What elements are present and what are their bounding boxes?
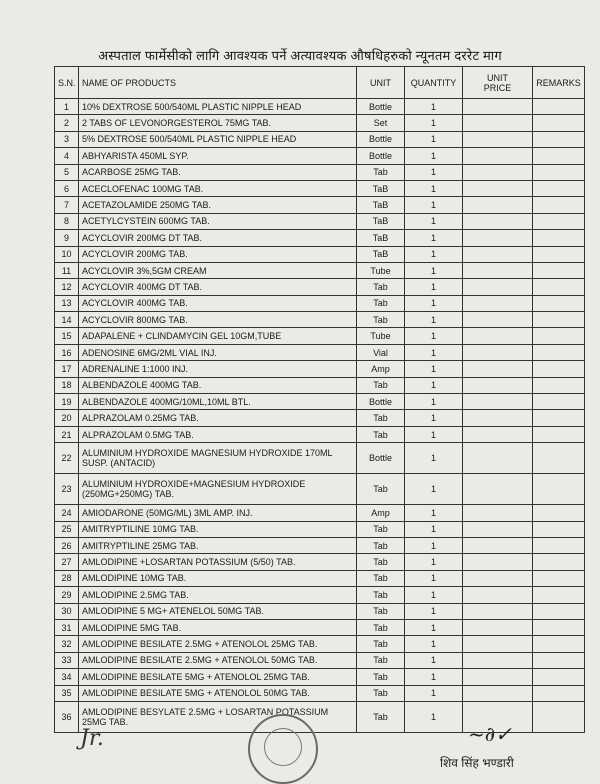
product-name-cell: AMLODIPINE 10MG TAB. (79, 570, 357, 586)
unit-price-cell (463, 115, 533, 131)
remarks-cell (533, 636, 585, 652)
product-name-cell: 2 TABS OF LEVONORGESTEROL 75MG TAB. (79, 115, 357, 131)
remarks-cell (533, 361, 585, 377)
product-name-cell: AMITRYPTILINE 25MG TAB. (79, 537, 357, 553)
remarks-cell (533, 587, 585, 603)
table-row (55, 246, 585, 262)
unit-price-cell (463, 131, 533, 147)
remarks-cell (533, 180, 585, 196)
unit-cell: Tab (357, 636, 405, 652)
sn-cell: 16 (55, 344, 79, 360)
remarks-cell (533, 685, 585, 701)
sn-cell: 33 (55, 652, 79, 668)
sn-cell: 20 (55, 410, 79, 426)
table-row (55, 410, 585, 426)
table-row (55, 180, 585, 196)
sn-cell: 9 (55, 230, 79, 246)
remarks-cell (533, 603, 585, 619)
remarks-cell (533, 619, 585, 635)
unit-price-cell (463, 377, 533, 393)
quantity-cell: 1 (405, 262, 463, 278)
remarks-cell (533, 262, 585, 278)
sn-cell: 34 (55, 669, 79, 685)
quantity-cell: 1 (405, 148, 463, 164)
remarks-cell (533, 344, 585, 360)
quantity-cell: 1 (405, 652, 463, 668)
unit-price-cell (463, 213, 533, 229)
col-unit-price-header: UNIT PRICE (463, 67, 533, 99)
unit-price-cell (463, 312, 533, 328)
sn-cell: 13 (55, 295, 79, 311)
product-name-cell: 5% DEXTROSE 500/540ML PLASTIC NIPPLE HEAD (79, 131, 357, 147)
remarks-cell (533, 537, 585, 553)
sn-cell: 22 (55, 443, 79, 474)
sn-cell: 27 (55, 554, 79, 570)
sn-cell: 17 (55, 361, 79, 377)
unit-cell: Tab (357, 295, 405, 311)
remarks-cell (533, 377, 585, 393)
product-name-cell: ACYCLOVIR 400MG DT TAB. (79, 279, 357, 295)
col-name-header: NAME OF PRODUCTS (79, 67, 357, 99)
quantity-cell: 1 (405, 361, 463, 377)
unit-price-cell (463, 554, 533, 570)
unit-price-cell (463, 148, 533, 164)
unit-cell: Tab (357, 377, 405, 393)
sn-cell: 1 (55, 99, 79, 115)
col-quantity-header: QUANTITY (405, 67, 463, 99)
unit-cell: Tab (357, 554, 405, 570)
table-row (55, 230, 585, 246)
unit-price-cell (463, 344, 533, 360)
table-row (55, 197, 585, 213)
unit-price-cell (463, 685, 533, 701)
quantity-cell: 1 (405, 603, 463, 619)
unit-cell: Tab (357, 164, 405, 180)
unit-price-cell (463, 328, 533, 344)
sn-cell: 10 (55, 246, 79, 262)
product-name-cell: ADENOSINE 6MG/2ML VIAL INJ. (79, 344, 357, 360)
unit-price-cell (463, 361, 533, 377)
table-row (55, 587, 585, 603)
unit-price-cell (463, 652, 533, 668)
sn-cell: 4 (55, 148, 79, 164)
table-row (55, 328, 585, 344)
sn-cell: 30 (55, 603, 79, 619)
quantity-cell: 1 (405, 636, 463, 652)
sn-cell: 5 (55, 164, 79, 180)
unit-cell: Bottle (357, 99, 405, 115)
sn-cell: 7 (55, 197, 79, 213)
sn-cell: 32 (55, 636, 79, 652)
unit-price-cell (463, 295, 533, 311)
table-header (55, 67, 585, 99)
unit-price-cell (463, 505, 533, 521)
unit-cell: Tab (357, 537, 405, 553)
unit-cell: Bottle (357, 443, 405, 474)
unit-cell: Bottle (357, 131, 405, 147)
table-row (55, 295, 585, 311)
unit-cell: TaB (357, 197, 405, 213)
product-name-cell: AMLODIPINE BESYLATE 2.5MG + LOSARTAN POTASSIUM 25MG TAB. (79, 701, 357, 732)
products-table (54, 66, 585, 733)
remarks-cell (533, 115, 585, 131)
sn-cell: 28 (55, 570, 79, 586)
product-name-cell: ACYCLOVIR 800MG TAB. (79, 312, 357, 328)
col-unit-header: UNIT (357, 67, 405, 99)
unit-cell: Tab (357, 279, 405, 295)
unit-cell: TaB (357, 213, 405, 229)
unit-cell: Amp (357, 505, 405, 521)
remarks-cell (533, 99, 585, 115)
product-name-cell: ACYCLOVIR 400MG TAB. (79, 295, 357, 311)
table-row (55, 377, 585, 393)
table-row (55, 474, 585, 505)
table-row (55, 213, 585, 229)
sn-cell: 29 (55, 587, 79, 603)
table-row (55, 312, 585, 328)
product-name-cell: ADRENALINE 1:1000 INJ. (79, 361, 357, 377)
quantity-cell: 1 (405, 312, 463, 328)
unit-cell: TaB (357, 180, 405, 196)
sn-cell: 3 (55, 131, 79, 147)
unit-cell: Tab (357, 619, 405, 635)
remarks-cell (533, 246, 585, 262)
table-row (55, 426, 585, 442)
product-name-cell: AMLODIPINE 5 MG+ ATENELOL 50MG TAB. (79, 603, 357, 619)
table-row (55, 164, 585, 180)
table-row (55, 115, 585, 131)
product-name-cell: AMLODIPINE BESILATE 2.5MG + ATENOLOL 50MG TAB. (79, 652, 357, 668)
sn-cell: 18 (55, 377, 79, 393)
quantity-cell: 1 (405, 295, 463, 311)
sn-cell: 12 (55, 279, 79, 295)
sn-cell: 26 (55, 537, 79, 553)
unit-price-cell (463, 180, 533, 196)
remarks-cell (533, 164, 585, 180)
sn-cell: 11 (55, 262, 79, 278)
table-row (55, 537, 585, 553)
unit-price-cell (463, 230, 533, 246)
quantity-cell: 1 (405, 474, 463, 505)
remarks-cell (533, 426, 585, 442)
quantity-cell: 1 (405, 537, 463, 553)
office-stamp (248, 714, 318, 784)
unit-price-cell (463, 426, 533, 442)
sn-cell: 23 (55, 474, 79, 505)
product-name-cell: ALBENDAZOLE 400MG TAB. (79, 377, 357, 393)
product-name-cell: ALUMINIUM HYDROXIDE+MAGNESIUM HYDROXIDE (250MG+250MG) TAB. (79, 474, 357, 505)
unit-cell: Tab (357, 410, 405, 426)
product-name-cell: ACETYLCYSTEIN 600MG TAB. (79, 213, 357, 229)
unit-price-cell (463, 262, 533, 278)
unit-cell: TaB (357, 230, 405, 246)
remarks-cell (533, 410, 585, 426)
quantity-cell: 1 (405, 279, 463, 295)
quantity-cell: 1 (405, 115, 463, 131)
remarks-cell (533, 394, 585, 410)
table-row (55, 99, 585, 115)
quantity-cell: 1 (405, 669, 463, 685)
sn-cell: 24 (55, 505, 79, 521)
product-name-cell: ACYCLOVIR 200MG DT TAB. (79, 230, 357, 246)
table-row (55, 636, 585, 652)
table-row (55, 603, 585, 619)
product-name-cell: AMLODIPINE BESILATE 5MG + ATENOLOL 25MG TAB. (79, 669, 357, 685)
remarks-cell (533, 230, 585, 246)
remarks-cell (533, 213, 585, 229)
unit-cell: Tab (357, 587, 405, 603)
remarks-cell (533, 312, 585, 328)
officer-name: शिव सिंह भण्डारी (440, 756, 514, 770)
table-row (55, 131, 585, 147)
unit-price-cell (463, 603, 533, 619)
remarks-cell (533, 131, 585, 147)
table-row (55, 394, 585, 410)
sn-cell: 6 (55, 180, 79, 196)
sn-cell: 21 (55, 426, 79, 442)
table-row (55, 344, 585, 360)
page-title: अस्पताल फार्मेसीको लागि आवश्यक पर्ने अत्यावश्यक औषधिहरुको न्यूनतम दररेट माग (98, 48, 502, 63)
product-name-cell: ACETAZOLAMIDE 250MG TAB. (79, 197, 357, 213)
unit-price-cell (463, 443, 533, 474)
footer (0, 712, 600, 776)
table-row (55, 554, 585, 570)
unit-price-cell (463, 521, 533, 537)
remarks-cell (533, 669, 585, 685)
unit-cell: TaB (357, 246, 405, 262)
unit-price-cell (463, 394, 533, 410)
product-name-cell: 10% DEXTROSE 500/540ML PLASTIC NIPPLE HEAD (79, 99, 357, 115)
sn-cell: 31 (55, 619, 79, 635)
quantity-cell: 1 (405, 394, 463, 410)
unit-cell: Tab (357, 521, 405, 537)
remarks-cell (533, 148, 585, 164)
sn-cell: 8 (55, 213, 79, 229)
product-name-cell: AMLODIPINE BESILATE 5MG + ATENOLOL 50MG TAB. (79, 685, 357, 701)
quantity-cell: 1 (405, 344, 463, 360)
remarks-cell (533, 505, 585, 521)
quantity-cell: 1 (405, 587, 463, 603)
product-name-cell: ACECLOFENAC 100MG TAB. (79, 180, 357, 196)
quantity-cell: 1 (405, 131, 463, 147)
unit-price-cell (463, 246, 533, 262)
sn-cell: 15 (55, 328, 79, 344)
quantity-cell: 1 (405, 554, 463, 570)
remarks-cell (533, 197, 585, 213)
product-name-cell: AMLODIPINE BESILATE 2.5MG + ATENOLOL 25MG TAB. (79, 636, 357, 652)
remarks-cell (533, 443, 585, 474)
table-row (55, 148, 585, 164)
quantity-cell: 1 (405, 521, 463, 537)
unit-price-cell (463, 619, 533, 635)
product-name-cell: ACYCLOVIR 3%,5GM CREAM (79, 262, 357, 278)
sn-cell: 2 (55, 115, 79, 131)
unit-cell: Tab (357, 701, 405, 732)
right-signature: ~∂✓ (468, 722, 512, 746)
sn-cell: 19 (55, 394, 79, 410)
remarks-cell (533, 521, 585, 537)
quantity-cell: 1 (405, 99, 463, 115)
quantity-cell: 1 (405, 328, 463, 344)
product-name-cell: ALPRAZOLAM 0.25MG TAB. (79, 410, 357, 426)
sn-cell: 14 (55, 312, 79, 328)
quantity-cell: 1 (405, 426, 463, 442)
unit-price-cell (463, 410, 533, 426)
quantity-cell: 1 (405, 377, 463, 393)
unit-cell: Vial (357, 344, 405, 360)
table-row (55, 570, 585, 586)
product-name-cell: ALUMINIUM HYDROXIDE MAGNESIUM HYDROXIDE 170ML SUSP. (ANTACID) (79, 443, 357, 474)
remarks-cell (533, 474, 585, 505)
remarks-cell (533, 279, 585, 295)
table-row (55, 443, 585, 474)
unit-cell: Tube (357, 328, 405, 344)
unit-cell: Bottle (357, 394, 405, 410)
unit-cell: Amp (357, 361, 405, 377)
product-name-cell: ACYCLOVIR 200MG TAB. (79, 246, 357, 262)
unit-price-cell (463, 636, 533, 652)
product-name-cell: ACARBOSE 25MG TAB. (79, 164, 357, 180)
quantity-cell: 1 (405, 701, 463, 732)
unit-cell: Tab (357, 685, 405, 701)
col-sn-header: S.N. (55, 67, 79, 99)
unit-price-cell (463, 197, 533, 213)
quantity-cell: 1 (405, 619, 463, 635)
quantity-cell: 1 (405, 180, 463, 196)
unit-price-cell (463, 669, 533, 685)
unit-price-cell (463, 537, 533, 553)
remarks-cell (533, 295, 585, 311)
quantity-cell: 1 (405, 685, 463, 701)
unit-cell: Tab (357, 312, 405, 328)
quantity-cell: 1 (405, 164, 463, 180)
table-row (55, 619, 585, 635)
quantity-cell: 1 (405, 505, 463, 521)
unit-cell: Tab (357, 669, 405, 685)
product-name-cell: AMLODIPINE 5MG TAB. (79, 619, 357, 635)
sn-cell: 36 (55, 701, 79, 732)
unit-cell: Tube (357, 262, 405, 278)
unit-price-cell (463, 99, 533, 115)
quantity-cell: 1 (405, 246, 463, 262)
product-name-cell: ALPRAZOLAM 0.5MG TAB. (79, 426, 357, 442)
table-row (55, 669, 585, 685)
quantity-cell: 1 (405, 197, 463, 213)
unit-cell: Tab (357, 426, 405, 442)
unit-price-cell (463, 474, 533, 505)
product-name-cell: ABHYARISTA 450ML SYP. (79, 148, 357, 164)
table-row (55, 521, 585, 537)
sn-cell: 25 (55, 521, 79, 537)
table-row (55, 262, 585, 278)
quantity-cell: 1 (405, 570, 463, 586)
unit-price-cell (463, 587, 533, 603)
remarks-cell (533, 328, 585, 344)
product-name-cell: AMIODARONE (50MG/ML) 3ML AMP. INJ. (79, 505, 357, 521)
product-name-cell: AMLODIPINE 2.5MG TAB. (79, 587, 357, 603)
quantity-cell: 1 (405, 230, 463, 246)
quantity-cell: 1 (405, 213, 463, 229)
table-row (55, 279, 585, 295)
sn-cell: 35 (55, 685, 79, 701)
quantity-cell: 1 (405, 410, 463, 426)
table-row (55, 505, 585, 521)
unit-cell: Tab (357, 474, 405, 505)
table-row (55, 652, 585, 668)
table-row (55, 361, 585, 377)
unit-cell: Tab (357, 570, 405, 586)
unit-price-cell (463, 164, 533, 180)
unit-cell: Bottle (357, 148, 405, 164)
remarks-cell (533, 570, 585, 586)
product-name-cell: ADAPALENE + CLINDAMYCIN GEL 10GM,TUBE (79, 328, 357, 344)
product-name-cell: ALBENDAZOLE 400MG/10ML,10ML BTL. (79, 394, 357, 410)
col-remarks-header: REMARKS (533, 67, 585, 99)
unit-cell: Tab (357, 652, 405, 668)
remarks-cell (533, 652, 585, 668)
table-row (55, 685, 585, 701)
unit-cell: Tab (357, 603, 405, 619)
left-signature: Jr. (80, 726, 104, 751)
unit-price-cell (463, 279, 533, 295)
unit-price-cell (463, 570, 533, 586)
product-name-cell: AMITRYPTILINE 10MG TAB. (79, 521, 357, 537)
remarks-cell (533, 554, 585, 570)
quantity-cell: 1 (405, 443, 463, 474)
product-name-cell: AMLODIPINE +LOSARTAN POTASSIUM (5/50) TAB. (79, 554, 357, 570)
unit-cell: Set (357, 115, 405, 131)
